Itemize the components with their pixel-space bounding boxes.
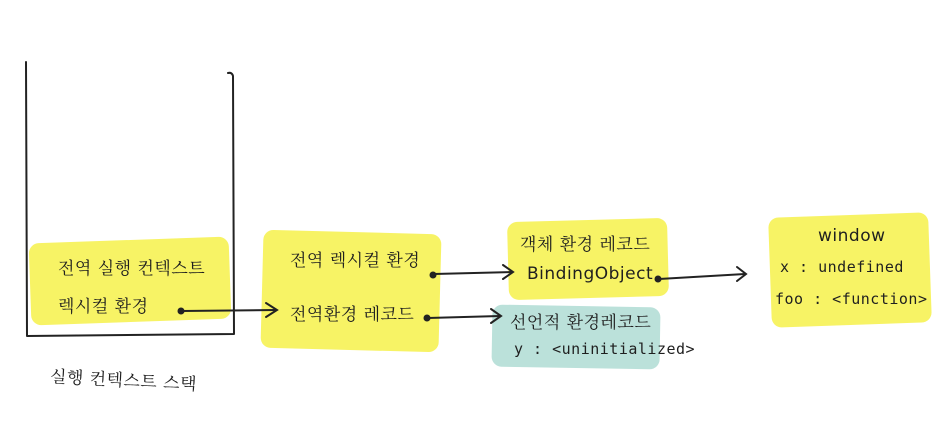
stack-context-env: 렉시컬 환경	[58, 297, 149, 317]
dot-lexical-object	[430, 272, 437, 279]
stack-context-title: 전역 실행 컨텍스트	[58, 259, 206, 279]
object-record-title: 객체 환경 레코드	[520, 235, 651, 255]
dot-lexical-declarative	[424, 315, 431, 322]
arrow-lexical-to-object	[434, 272, 512, 274]
object-record-binding: BindingObject	[527, 264, 654, 284]
arrow-binding-to-window	[659, 274, 745, 279]
declarative-record-entry: y : <uninitialized>	[514, 340, 696, 358]
window-x-entry: x : undefined	[780, 258, 904, 276]
arrow-lexical-to-declarative	[428, 316, 500, 318]
window-title: window	[818, 226, 886, 246]
dot-binding-object	[655, 276, 662, 283]
stack-caption: 실행 컨텍스트 스택	[49, 367, 198, 395]
declarative-record-title: 선언적 환경레코드	[510, 313, 652, 333]
dot-context-env	[178, 308, 185, 315]
lexical-env-title: 전역 렉시컬 환경	[290, 251, 421, 271]
lexical-env-record: 전역환경 레코드	[290, 305, 415, 325]
window-foo-entry: foo : <function>	[775, 290, 928, 308]
arrow-context-to-lexical	[182, 310, 276, 311]
